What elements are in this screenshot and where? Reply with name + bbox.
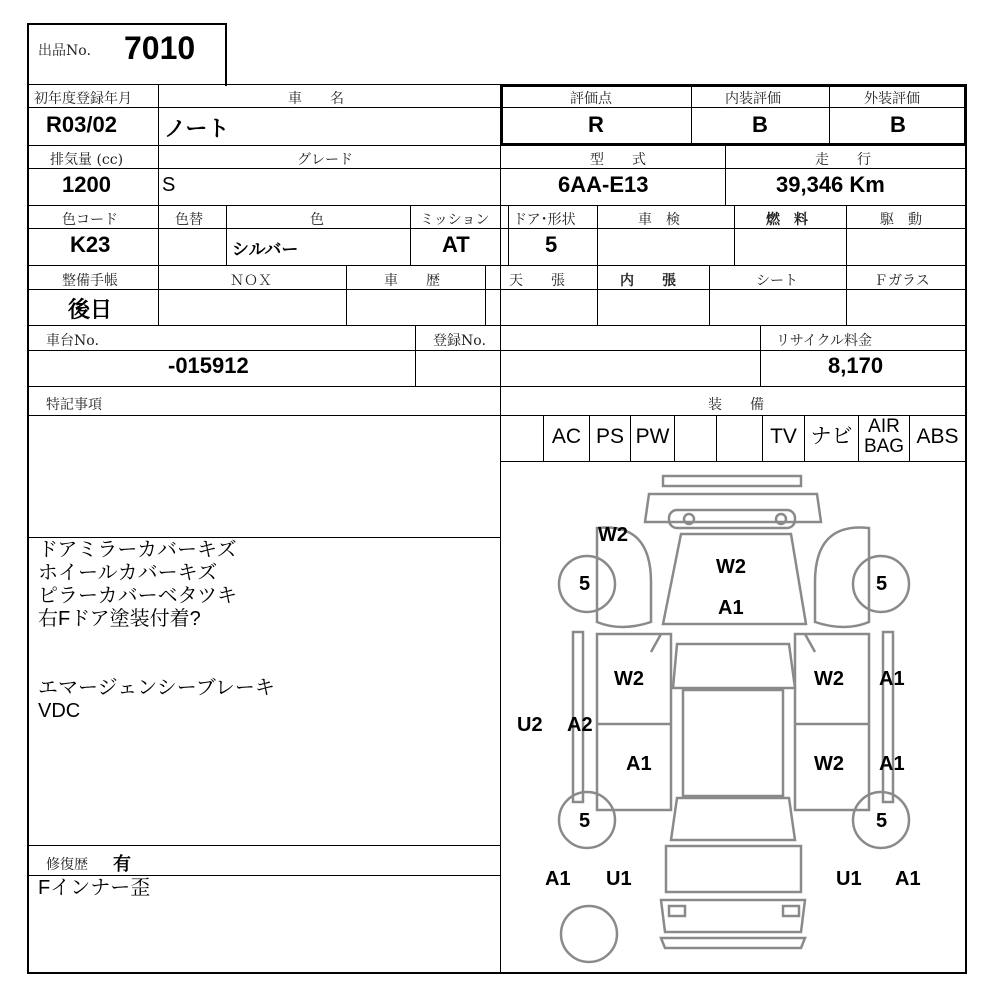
vline-eq5 xyxy=(716,415,717,462)
vline-eq4 xyxy=(674,415,675,462)
damage-mark-right-front-door: W2 xyxy=(814,668,844,690)
damage-mark-right-rear-door: W2 xyxy=(814,753,844,775)
grade-value: S xyxy=(162,174,176,196)
fglass-label: Ｆガラス xyxy=(874,273,930,289)
damage-mark-wheel-fl: 5 xyxy=(579,573,591,595)
vline-r5-760 xyxy=(760,325,761,386)
damage-mark-right-rocker-2: A1 xyxy=(879,753,905,775)
equip-navi: ナビ xyxy=(810,425,853,448)
damage-mark-wheel-fr: 5 xyxy=(876,573,888,595)
windshield-shape xyxy=(673,644,795,688)
repair-value: 有 xyxy=(113,854,131,874)
model-label: 型 式 xyxy=(590,152,646,168)
vline-r3-410 xyxy=(410,205,411,266)
remarks-label: 特記事項 xyxy=(46,397,102,413)
model-value: 6AA-E13 xyxy=(558,172,649,197)
damage-mark-rear-right-1: U1 xyxy=(836,868,862,890)
equip-ps: PS xyxy=(595,425,624,448)
car-name-label: 車 名 xyxy=(288,91,344,107)
vline-r4-709 xyxy=(709,265,710,326)
history-label: 車 歴 xyxy=(384,273,440,289)
lot-label: 出品No． xyxy=(38,43,101,59)
damage-mark-left-rear-door: A1 xyxy=(626,753,652,775)
score-value: R xyxy=(588,112,604,137)
damage-mark-rear-left-1: A1 xyxy=(545,868,571,890)
vline-r3-508 xyxy=(508,205,509,266)
vline-r4-346 xyxy=(346,265,347,326)
interior-label: 内装評価 xyxy=(725,91,781,107)
equip-abs: ABS xyxy=(916,425,959,448)
hline-325 xyxy=(27,325,967,326)
rear-window-shape xyxy=(671,798,795,840)
vline-r4-485 xyxy=(485,265,486,326)
vline-r3-597 xyxy=(597,205,598,266)
exterior-value: B xyxy=(890,112,906,137)
damage-mark-wheel-rr: 5 xyxy=(876,810,888,832)
car-name-value: ノート xyxy=(164,116,230,141)
spare-tire xyxy=(561,906,617,962)
damage-mark-front-bumper: W2 xyxy=(598,524,628,546)
vline-r3-158 xyxy=(158,205,159,266)
fuel-label: 燃 料 xyxy=(766,212,808,228)
vline-r4-158 xyxy=(158,265,159,326)
registration-label: 登録No． xyxy=(433,333,496,349)
vline-r4-846 xyxy=(846,265,847,326)
hline-289 xyxy=(27,289,967,290)
damage-mark-left-front-door: W2 xyxy=(614,668,644,690)
damage-mark-left-rocker-1: U2 xyxy=(517,714,543,736)
color-label: 色 xyxy=(310,212,324,228)
remark-line-2: ホイールカバーキズ xyxy=(38,562,218,584)
hline-875 xyxy=(27,875,501,876)
grade-label: グレード xyxy=(297,152,353,168)
repaint-label: 色替 xyxy=(175,212,203,228)
ceiling-label: 天 張 xyxy=(509,273,565,289)
inspection-label: 車 検 xyxy=(638,212,680,228)
service-book-value: 後日 xyxy=(68,297,113,322)
hline-350 xyxy=(27,350,967,351)
hline-265 xyxy=(27,265,967,266)
left-doors xyxy=(597,634,671,810)
chassis-label: 車台No． xyxy=(46,333,109,349)
score-label: 評価点 xyxy=(570,91,612,107)
color-code-label: 色コード xyxy=(62,212,118,228)
rear-bumper-lip xyxy=(661,938,805,948)
interior-value: B xyxy=(752,112,768,137)
vline-r3-734 xyxy=(734,205,735,266)
front-bumper-shape xyxy=(663,476,801,486)
first-reg-label: 初年度登録年月 xyxy=(34,91,132,107)
exterior-label: 外装評価 xyxy=(864,91,920,107)
equipment-label: 装 備 xyxy=(708,397,764,413)
remark-line-4: 右Fドア塗装付着? xyxy=(38,608,201,630)
hline-386 xyxy=(27,386,967,387)
vline-725 xyxy=(725,145,726,206)
vline-158 xyxy=(158,84,159,206)
damage-mark-hood-1: W2 xyxy=(716,556,746,578)
drive-label: 駆 動 xyxy=(880,212,922,228)
right-rocker xyxy=(883,632,893,802)
equip-pw: PW xyxy=(635,425,670,448)
door-value: 5 xyxy=(545,232,558,257)
border-right xyxy=(965,84,967,973)
color-code-value: K23 xyxy=(70,232,111,257)
rear-light-left xyxy=(669,906,685,916)
seat-label: シート xyxy=(756,273,798,289)
right-doors xyxy=(795,634,869,810)
nox-label: ＮＯＸ xyxy=(230,273,272,289)
border-lot-right xyxy=(225,23,227,86)
equip-ac: AC xyxy=(551,425,582,448)
right-front-fender xyxy=(815,527,869,627)
repair-detail: Fインナー歪 xyxy=(38,877,151,899)
remark-line-3: ピラーカバーベタツキ xyxy=(38,585,237,607)
mission-label: ミッション xyxy=(420,212,490,228)
damage-mark-rear-right-2: A1 xyxy=(895,868,921,890)
hline-228 xyxy=(27,228,967,229)
repair-label: 修復歴 xyxy=(46,857,88,873)
roof-shape xyxy=(683,690,783,796)
interior-trim-label: 内 張 xyxy=(620,273,676,289)
vline-r3-846 xyxy=(846,205,847,266)
rear-light-right xyxy=(783,906,799,916)
recycle-label: リサイクル料金 xyxy=(776,333,873,349)
mission-value: AT xyxy=(442,232,470,257)
displacement-label: 排気量 (cc) xyxy=(50,152,124,168)
damage-mark-hood-2: A1 xyxy=(718,597,744,619)
equip-tv: TV xyxy=(770,425,797,448)
remark-line-7: エマージェンシーブレーキ xyxy=(38,677,275,699)
first-reg-value: R03/02 xyxy=(46,112,117,137)
color-value: シルバー xyxy=(232,240,299,259)
displacement-value: 1200 xyxy=(62,172,111,197)
door-label: ドア･形状 xyxy=(513,212,576,228)
damage-mark-rear-left-2: U1 xyxy=(606,868,632,890)
vline-r5-415 xyxy=(415,325,416,386)
damage-mark-right-rocker-1: A1 xyxy=(879,668,905,690)
service-book-label: 整備手帳 xyxy=(62,273,118,289)
equip-airbag: AIR BAG xyxy=(863,416,905,457)
vline-r4-597 xyxy=(597,265,598,326)
remark-line-1: ドアミラーカバーキズ xyxy=(38,539,237,561)
damage-mark-left-rocker-2: A2 xyxy=(567,714,593,736)
vline-r3-226 xyxy=(226,205,227,266)
mileage-value: 39,346 Km xyxy=(776,172,885,197)
remark-line-8: VDC xyxy=(38,700,81,722)
border-top-lot xyxy=(27,23,226,25)
recycle-value: 8,170 xyxy=(828,353,884,378)
damage-mark-wheel-rl: 5 xyxy=(579,810,591,832)
mileage-label: 走 行 xyxy=(815,152,871,168)
chassis-value: -015912 xyxy=(168,353,249,378)
tailgate-shape xyxy=(666,846,801,892)
border-bottom xyxy=(27,972,967,974)
hline-415 xyxy=(27,415,967,416)
hline-845 xyxy=(27,845,501,846)
lot-number: 7010 xyxy=(124,30,196,66)
hline-537 xyxy=(27,537,501,538)
hline-205 xyxy=(27,205,967,206)
border-left xyxy=(27,23,29,973)
